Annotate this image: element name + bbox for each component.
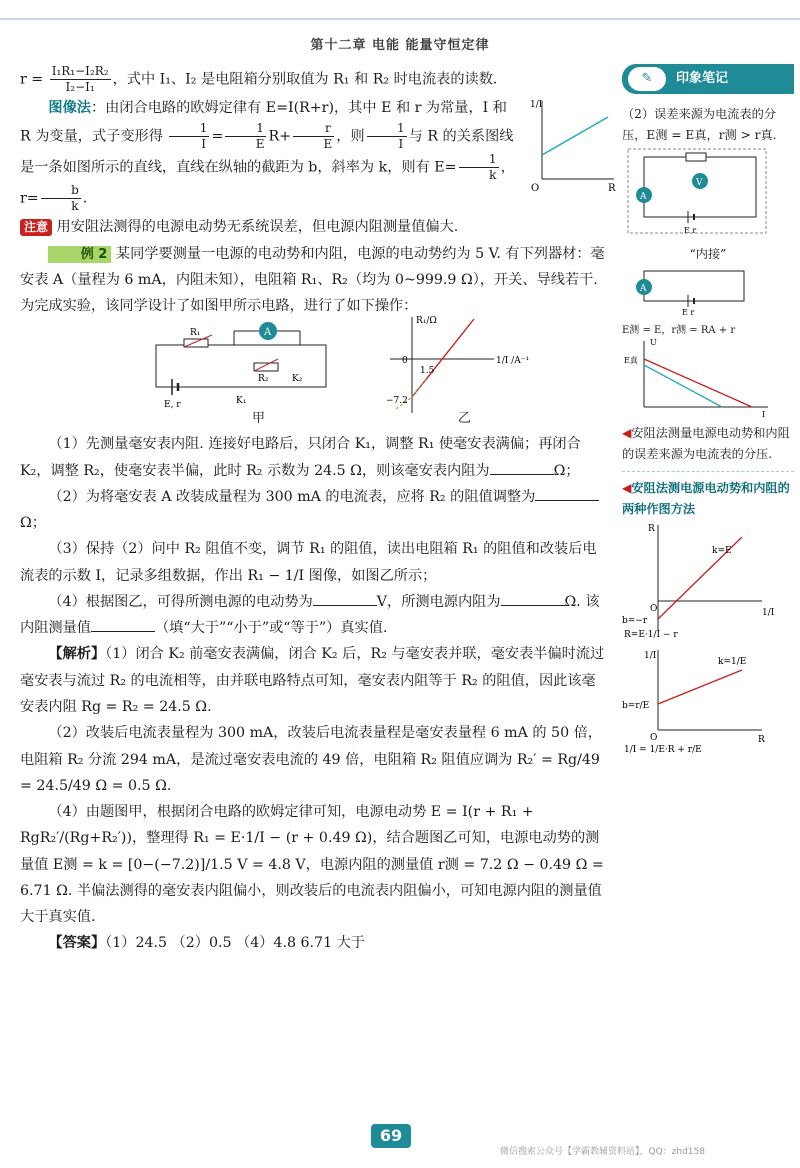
svg-text:1/I /A⁻¹: 1/I /A⁻¹	[496, 356, 530, 367]
page-number: 69	[371, 1124, 411, 1148]
svg-text:V: V	[696, 178, 703, 189]
answer-blank-2[interactable]	[535, 486, 599, 501]
side-separator	[622, 471, 794, 472]
svg-text:0: 0	[402, 356, 408, 367]
svg-text:R=E·1/I − r: R=E·1/I − r	[624, 630, 678, 641]
side-eq-label: E测 = E，r测 = RA + r	[622, 324, 736, 336]
note-line: 注意 用安阻法测得的电源电动势无系统误差，但电源内阻测量值偏大.	[20, 214, 608, 240]
svg-text:I: I	[762, 409, 766, 419]
main-content	[20, 64, 616, 957]
side-graph-r-vs-inv-i	[622, 519, 775, 641]
svg-text:1/I: 1/I	[644, 651, 657, 662]
svg-text:U: U	[650, 337, 657, 347]
svg-text:R: R	[608, 183, 616, 194]
svg-text:E r: E r	[682, 307, 695, 317]
svg-text:K₂: K₂	[292, 374, 303, 385]
svg-text:R: R	[648, 524, 655, 535]
side-header: ✎ 印象笔记	[622, 64, 794, 94]
svg-text:A: A	[640, 192, 647, 203]
side-inner-label: “内接”	[689, 247, 727, 262]
example-tag: 例 2	[48, 246, 111, 264]
svg-text:1.5: 1.5	[420, 366, 435, 377]
svg-text:E, r: E, r	[164, 400, 181, 411]
circuit-diagram-a	[150, 323, 350, 427]
formula-r-fraction: $\frac{\text{I₁R₁−I₂R₂}}{\text{I₂−I₁}}$	[51, 64, 109, 94]
svg-text:1/I = 1/E·R + r/E: 1/I = 1/E·R + r/E	[624, 745, 702, 756]
question-1: （1）先测量毫安表内阻. 连接好电路后，只闭合 K₁，调整 R₁ 使毫安表满偏；再闭合 K₂，调整 R₂，使毫安表半偏，此时 R₂ 示数为 24.5 Ω，则该毫安表内阻为 Ω；	[20, 436, 581, 479]
side-note-2: ◀安阻法测电源电动势和内阻的两种作图方法	[622, 480, 790, 516]
svg-text:E真: E真	[624, 355, 638, 365]
svg-text:R₂: R₂	[258, 374, 269, 385]
svg-text:k=E: k=E	[712, 546, 732, 557]
answer-blank-compare[interactable]	[91, 617, 155, 632]
question-4: （4）根据图乙，可得所测电源的电动势为 V，所测电源内阻为 Ω. 该内阻测量值 （填“大于”“小于”或“等于”）真实值.	[20, 589, 608, 642]
svg-text:O: O	[650, 604, 658, 615]
page-header	[0, 0, 800, 62]
graph-1-over-i-vs-r	[528, 95, 618, 195]
graph-method-block	[20, 95, 616, 214]
question-3: （3）保持（2）问中 R₂ 阻值不变，调节 R₁ 的阻值，读出电阻箱 R₁ 的阻值和改装后电流表的示数 I，记录多组数据，作出 R₁ − 1/I 图像，如图乙所示；	[20, 541, 597, 584]
svg-text:R₁/Ω: R₁/Ω	[416, 316, 437, 327]
triangle-icon: ◀	[622, 480, 632, 495]
question-2: （2）为将毫安表 A 改装成量程为 300 mA 的电流表，应将 R₂ 的阻值调整为Ω；	[20, 484, 608, 537]
side-circuit-simple	[622, 265, 772, 317]
note-tag: 注意	[20, 219, 52, 236]
notes-logo-icon: ✎	[628, 67, 666, 91]
side-note-1: ◀安阻法测量电源电动势和内阻的误差来源为电流表的分压.	[622, 426, 790, 462]
analysis-1: 【解析】（1）闭合 K₂ 前毫安表满偏，闭合 K₂ 后，R₂ 与毫安表并联，毫安表半偏时流过毫安表与流过 R₂ 的电流相等，由并联电路特点可知，毫安表内阻等于 R₂ 的阻值，因此该毫安表内阻 Rg = R₂ = 24.5 Ω.	[20, 646, 605, 715]
svg-text:−7.2: −7.2	[386, 396, 408, 407]
answer-blank-emf[interactable]	[313, 591, 377, 606]
svg-text:E r: E r	[684, 226, 697, 236]
svg-text:b=−r: b=−r	[622, 616, 648, 627]
side-ui-graph	[622, 337, 772, 417]
triangle-icon: ◀	[622, 426, 632, 441]
side-para-1: （2）误差来源为电流表的分压，E测 = E真，r测 > r真.	[622, 107, 777, 142]
svg-text:A: A	[264, 327, 272, 339]
fit-line	[542, 117, 608, 155]
fit-line	[412, 319, 474, 397]
side-circuit-inner	[622, 145, 772, 237]
answer-blank-1[interactable]	[490, 460, 554, 475]
chapter-title: 第十二章 电能 能量守恒定律	[310, 38, 490, 53]
answer-line: 【答案】（1）24.5 （2）0.5 （4）4.8 6.71 大于	[48, 935, 365, 952]
graph-r1-vs-inv-i	[382, 313, 530, 425]
figures-row	[20, 316, 608, 431]
svg-text:R₁: R₁	[190, 328, 201, 339]
header-rule	[0, 18, 800, 20]
watermark: 微信搜索公众号【学霸教辅资料站】，QQ：zhd158	[500, 1147, 705, 1157]
fig-label-a: 甲	[252, 411, 266, 427]
formula-r-line: r = $\frac{\text{I₁R₁−I₂R₂}}{\text{I₂−I₁}}$ ，式中 I₁、I₂ 是电阻箱分别取值为 R₁ 和 R₂ 时电流表的读数.	[20, 64, 498, 94]
svg-text:O: O	[531, 183, 540, 194]
svg-text:b=r/E: b=r/E	[622, 701, 650, 712]
svg-text:O: O	[650, 733, 658, 744]
fig-label-b: 乙	[458, 411, 472, 427]
analysis-4: （4）由题图甲，根据闭合电路的欧姆定律可知，电源电动势 E = I(r + R₁ + RgR₂′/(Rg+R₂′))，整理得 R₁ = E·1/I − (r + 0.49 Ω)，结合题图乙可知，电源电动势的测量值 E测 = k = [0−(−7.2)]/1.5 V = 4.8 V，电源内阻的测量值 r测 = 7.2 Ω − 0.49 Ω = 6.71 Ω. 半偏法测得的毫安表内阻偏小，则改装后的电流表内阻偏小，可知电源内阻的测量值大于真实值.	[20, 804, 604, 926]
side-graph-inv-i-vs-r	[622, 644, 772, 754]
svg-text:1/I: 1/I	[530, 100, 543, 110]
svg-text:A: A	[640, 283, 647, 294]
svg-text:k=1/E: k=1/E	[718, 657, 747, 668]
answer-blank-r[interactable]	[501, 591, 565, 606]
svg-text:1/I: 1/I	[762, 608, 775, 619]
example-2: 例 2 某同学要测量一电源的电动势和内阻，电源的电动势约为 5 V. 有下列器材：毫安表 A（量程为 6 mA，内阻未知），电阻箱 R₁、R₂（均为 0~999.9 Ω），开关、导线若干. 为完成实验，该同学设计了如图甲所示电路，进行了如下操作：	[20, 245, 605, 315]
svg-text:K₁: K₁	[236, 396, 247, 407]
side-notes	[622, 64, 794, 761]
analysis-2: （2）改装后电流表量程为 300 mA，改装后电流表量程是毫安表量程 6 mA 的 50 倍，电阻箱 R₂ 分流 294 mA，是流过毫安表电流的 49 倍，电阻箱 R₂ 阻值应调为 R₂′ = Rg/49 = 24.5/49 Ω = 0.5 Ω.	[20, 725, 602, 794]
graph-method-para: 图像法：由闭合电路的欧姆定律有 E=I(R+r)，其中 E 和 r 为常量，I 和 R 为变量，式子变形得 $\frac{1}{I}$ = $\frac{1}{E}$ R+ $\frac{r}{E}$ ，则 $\frac{1}{I}$ 与 R 的关系图线是一条如图所示的直线，直线在纵轴的截距为 b，斜率为 k，则有 E= $\frac{1}{k}$ ，r= $\frac{b}{k}$ .	[20, 100, 515, 214]
svg-text:R: R	[758, 735, 765, 746]
